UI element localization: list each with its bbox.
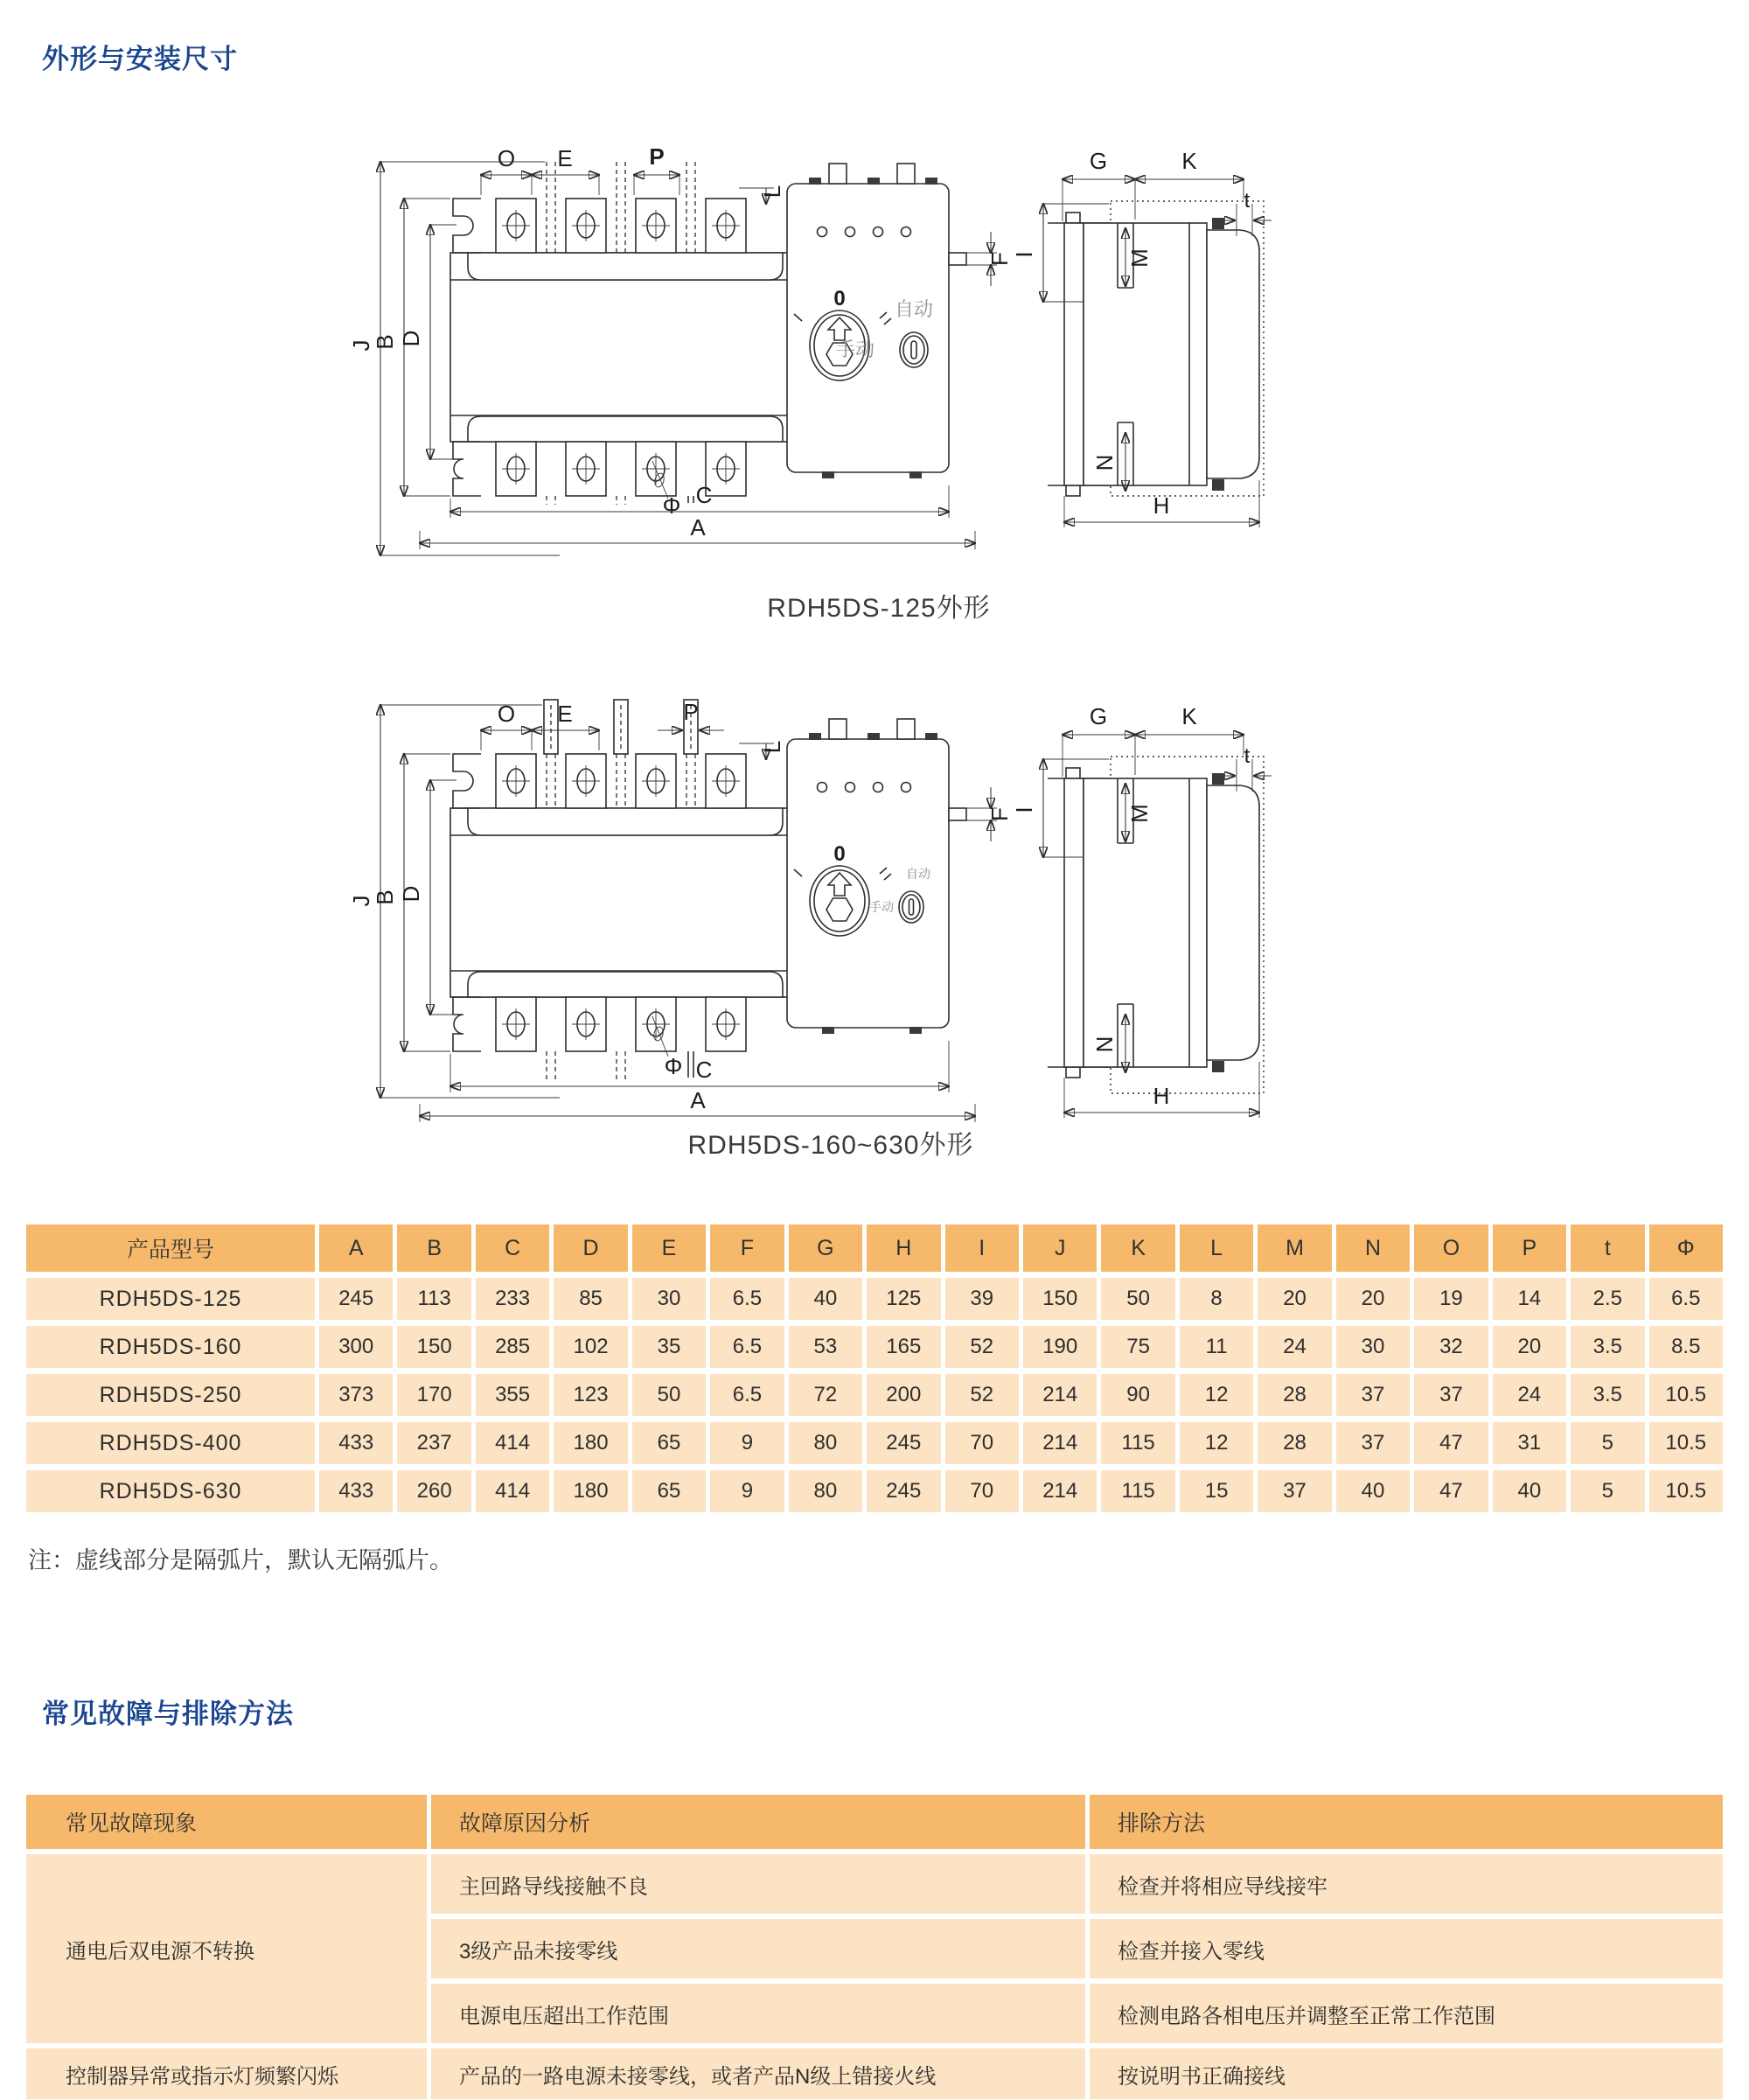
dim-row-value: 20	[1336, 1278, 1410, 1320]
dim-row-value: 414	[476, 1422, 549, 1464]
dim-row-value: 8	[1180, 1278, 1253, 1320]
dim-row-value: 260	[397, 1470, 470, 1512]
dim-row-value: 9	[710, 1470, 784, 1512]
dim-label-B: B	[372, 334, 398, 350]
dim-row-value: 123	[554, 1374, 627, 1416]
dim-row-value: 115	[1101, 1470, 1174, 1512]
dim-row-model: RDH5DS-125	[26, 1278, 315, 1320]
dim-row-value: 180	[554, 1470, 627, 1512]
dim-label-D: D	[398, 330, 424, 347]
dim-label-N: N	[1091, 454, 1118, 471]
dim2-label-B: B	[372, 890, 398, 905]
fault-cause: 主回路导线接触不良	[431, 1854, 1085, 1914]
auto-label-2: 自动	[906, 867, 930, 881]
dim-row-value: 24	[1258, 1326, 1331, 1368]
dim-header-N: N	[1336, 1224, 1410, 1272]
dim-row-value: 37	[1258, 1470, 1331, 1512]
front-view-125	[450, 162, 966, 505]
dim-row-value: 355	[476, 1374, 549, 1416]
dim-label-P: P	[649, 143, 665, 170]
dim2-label-M: M	[1126, 804, 1153, 823]
dim-row-value: 85	[554, 1278, 627, 1320]
dim2-label-F: F	[986, 807, 1013, 821]
dimension-table	[26, 1224, 1723, 1512]
dim-row-value: 214	[1023, 1374, 1097, 1416]
dim-row-value: 150	[397, 1326, 470, 1368]
dim-header-J: J	[1023, 1224, 1097, 1272]
dim-row-value: 19	[1414, 1278, 1488, 1320]
fault-cause: 产品的一路电源未接零线，或者产品N级上错接火线	[431, 2048, 1085, 2099]
dim-header-G: G	[789, 1224, 862, 1272]
dim2-label-phi: Φ	[664, 1053, 683, 1079]
dim-row-value: 2.5	[1571, 1278, 1644, 1320]
dim-header-H: H	[867, 1224, 940, 1272]
dim-row-value: 37	[1336, 1422, 1410, 1464]
dim-label-G: G	[1089, 148, 1108, 174]
dim-row-value: 47	[1414, 1470, 1488, 1512]
fault-solution: 检查并将相应导线接牢	[1090, 1854, 1723, 1914]
dim-row-value: 214	[1023, 1422, 1097, 1464]
dim-row-value: 10.5	[1649, 1422, 1723, 1464]
dim-label-J: J	[348, 339, 374, 352]
dim-label-O: O	[497, 145, 516, 171]
front-view-160-630	[450, 700, 966, 1079]
dim-label-C: C	[695, 482, 713, 508]
dim-row-value: 285	[476, 1326, 549, 1368]
dim-row-value: 12	[1180, 1374, 1253, 1416]
dim-header-A: A	[319, 1224, 393, 1272]
dim-row-value: 52	[945, 1326, 1019, 1368]
dim-label-F: F	[986, 252, 1013, 266]
dim-row-value: 40	[1493, 1470, 1566, 1512]
dim-row-value: 70	[945, 1422, 1019, 1464]
dim-row-value: 245	[867, 1470, 940, 1512]
dim-label-M: M	[1126, 248, 1153, 268]
dim2-label-A: A	[690, 1087, 706, 1113]
dim-row-value: 37	[1414, 1374, 1488, 1416]
dim-header-E: E	[632, 1224, 706, 1272]
dim-label-L: L	[759, 185, 785, 199]
dim-row-value: 32	[1414, 1326, 1488, 1368]
dim-row-value: 237	[397, 1422, 470, 1464]
dim-row-value: 52	[945, 1374, 1019, 1416]
dim-row-value: 50	[1101, 1278, 1174, 1320]
dim-row-value: 6.5	[1649, 1278, 1723, 1320]
dim-header-I: I	[945, 1224, 1019, 1272]
knob2-zero-label: 0	[833, 842, 846, 866]
dim-row-value: 30	[1336, 1326, 1410, 1368]
dim-label-t: t	[1244, 189, 1251, 213]
section-title-dimensions: 外形与安装尺寸	[42, 44, 238, 74]
auto-label: 自动	[894, 298, 934, 320]
side-view-160-630	[1011, 703, 1272, 1118]
dim-label-H: H	[1153, 492, 1170, 519]
dim-header-Φ: Φ	[1649, 1224, 1723, 1272]
dim-label-phi: Φ	[662, 492, 681, 519]
dim-row-value: 125	[867, 1278, 940, 1320]
dim-row-value: 30	[632, 1278, 706, 1320]
dim-row-value: 10.5	[1649, 1470, 1723, 1512]
section-title-faults: 常见故障与排除方法	[42, 1699, 294, 1729]
dim-header-M: M	[1258, 1224, 1331, 1272]
caption-rdh5ds-125: RDH5DS-125外形	[767, 594, 991, 623]
dim-row-value: 102	[554, 1326, 627, 1368]
fault-solution: 检查并接入零线	[1090, 1919, 1723, 1978]
dim-row-value: 75	[1101, 1326, 1174, 1368]
dim-row-value: 40	[789, 1278, 862, 1320]
dim-row-value: 165	[867, 1326, 940, 1368]
dim-row-value: 53	[789, 1326, 862, 1368]
dim-row-value: 433	[319, 1470, 393, 1512]
dim-header-C: C	[476, 1224, 549, 1272]
fault-header: 故障原因分析	[431, 1795, 1085, 1849]
dim-row-value: 180	[554, 1422, 627, 1464]
dim-row-value: 70	[945, 1470, 1019, 1512]
caption-rdh5ds-160-630: RDH5DS-160~630外形	[687, 1131, 974, 1160]
dim-header-model: 产品型号	[26, 1224, 315, 1272]
dim2-label-K: K	[1181, 703, 1197, 729]
dim-row-value: 170	[397, 1374, 470, 1416]
dim-label-E: E	[557, 145, 573, 171]
fault-header: 常见故障现象	[26, 1795, 427, 1849]
fault-table	[26, 1795, 1723, 2099]
dim-row-value: 233	[476, 1278, 549, 1320]
dim-row-value: 80	[789, 1470, 862, 1512]
manual-label-2: 手动	[869, 900, 894, 914]
fault-header: 排除方法	[1090, 1795, 1723, 1849]
dim-label-K: K	[1181, 148, 1197, 174]
dim-row-value: 3.5	[1571, 1374, 1644, 1416]
dim-row-value: 65	[632, 1470, 706, 1512]
fault-phenomenon: 控制器异常或指示灯频繁闪烁	[26, 2048, 427, 2099]
fault-solution: 按说明书正确接线	[1090, 2048, 1723, 2099]
dim-header-B: B	[397, 1224, 470, 1272]
dim-label-A: A	[690, 514, 706, 541]
dim2-label-N: N	[1091, 1036, 1118, 1053]
dim-row-value: 24	[1493, 1374, 1566, 1416]
dim2-label-I: I	[1011, 806, 1037, 813]
dim-header-P: P	[1493, 1224, 1566, 1272]
dim-row-model: RDH5DS-160	[26, 1326, 315, 1368]
dim-row-value: 12	[1180, 1422, 1253, 1464]
table-note: 注：虚线部分是隔弧片，默认无隔弧片。	[28, 1547, 453, 1573]
dim-row-value: 20	[1258, 1278, 1331, 1320]
dim2-label-P: P	[683, 699, 699, 725]
dim-row-value: 9	[710, 1422, 784, 1464]
dim-header-F: F	[710, 1224, 784, 1272]
dim-row-value: 3.5	[1571, 1326, 1644, 1368]
fault-phenomenon: 通电后双电源不转换	[26, 1854, 427, 2043]
dim-header-O: O	[1414, 1224, 1488, 1272]
dim2-label-t: t	[1244, 744, 1251, 768]
dim-row-value: 200	[867, 1374, 940, 1416]
drawing-rdh5ds-125	[297, 101, 1382, 590]
dim-row-value: 245	[867, 1422, 940, 1464]
dim2-label-L: L	[759, 740, 785, 754]
dim-row-value: 28	[1258, 1422, 1331, 1464]
drawing-rdh5ds-160-630	[297, 656, 1382, 1128]
dim-row-model: RDH5DS-400	[26, 1422, 315, 1464]
dim-row-value: 414	[476, 1470, 549, 1512]
dim-row-model: RDH5DS-630	[26, 1470, 315, 1512]
dim-header-L: L	[1180, 1224, 1253, 1272]
knob-zero-label: 0	[833, 287, 846, 310]
dim-row-value: 214	[1023, 1470, 1097, 1512]
dim-row-value: 40	[1336, 1470, 1410, 1512]
dim-row-value: 15	[1180, 1470, 1253, 1512]
dim2-label-O: O	[497, 701, 516, 727]
top-terminals	[496, 199, 746, 253]
dim-label-I: I	[1011, 251, 1037, 258]
dim2-label-J: J	[348, 895, 374, 907]
dim-row-value: 20	[1493, 1326, 1566, 1368]
dim-row-value: 31	[1493, 1422, 1566, 1464]
manual-label: 手动	[835, 338, 874, 360]
side-view-125	[1011, 148, 1272, 527]
dim-header-t: t	[1571, 1224, 1644, 1272]
dim-row-value: 8.5	[1649, 1326, 1723, 1368]
dim-row-value: 14	[1493, 1278, 1566, 1320]
dim-row-value: 113	[397, 1278, 470, 1320]
dim-row-value: 80	[789, 1422, 862, 1464]
dim2-label-D: D	[398, 885, 424, 903]
dim-row-value: 35	[632, 1326, 706, 1368]
dim-row-value: 300	[319, 1326, 393, 1368]
fault-cause: 电源电压超出工作范围	[431, 1984, 1085, 2043]
dim2-label-H: H	[1153, 1083, 1170, 1109]
dim-row-value: 433	[319, 1422, 393, 1464]
dim2-label-G: G	[1089, 703, 1108, 729]
dim-row-value: 6.5	[710, 1326, 784, 1368]
fault-solution: 检测电路各相电压并调整至正常工作范围	[1090, 1984, 1723, 2043]
dim-row-value: 11	[1180, 1326, 1253, 1368]
fault-cause: 3级产品未接零线	[431, 1919, 1085, 1978]
dim-row-value: 6.5	[710, 1278, 784, 1320]
dim-row-value: 47	[1414, 1422, 1488, 1464]
dim-header-D: D	[554, 1224, 627, 1272]
dim-row-value: 5	[1571, 1470, 1644, 1512]
dim-row-value: 28	[1258, 1374, 1331, 1416]
dim-row-value: 245	[319, 1278, 393, 1320]
dim-row-value: 373	[319, 1374, 393, 1416]
dim2-label-C: C	[695, 1057, 713, 1083]
dim-row-value: 90	[1101, 1374, 1174, 1416]
dim-row-value: 150	[1023, 1278, 1097, 1320]
dim-row-value: 50	[632, 1374, 706, 1416]
dim-row-value: 37	[1336, 1374, 1410, 1416]
dim-header-K: K	[1101, 1224, 1174, 1272]
dim2-label-E: E	[557, 701, 573, 727]
dim-row-value: 39	[945, 1278, 1019, 1320]
dim-row-value: 115	[1101, 1422, 1174, 1464]
dim-row-model: RDH5DS-250	[26, 1374, 315, 1416]
dim-row-value: 72	[789, 1374, 862, 1416]
dim-row-value: 190	[1023, 1326, 1097, 1368]
dim-row-value: 5	[1571, 1422, 1644, 1464]
dim-row-value: 10.5	[1649, 1374, 1723, 1416]
dim-row-value: 65	[632, 1422, 706, 1464]
dim-row-value: 6.5	[710, 1374, 784, 1416]
